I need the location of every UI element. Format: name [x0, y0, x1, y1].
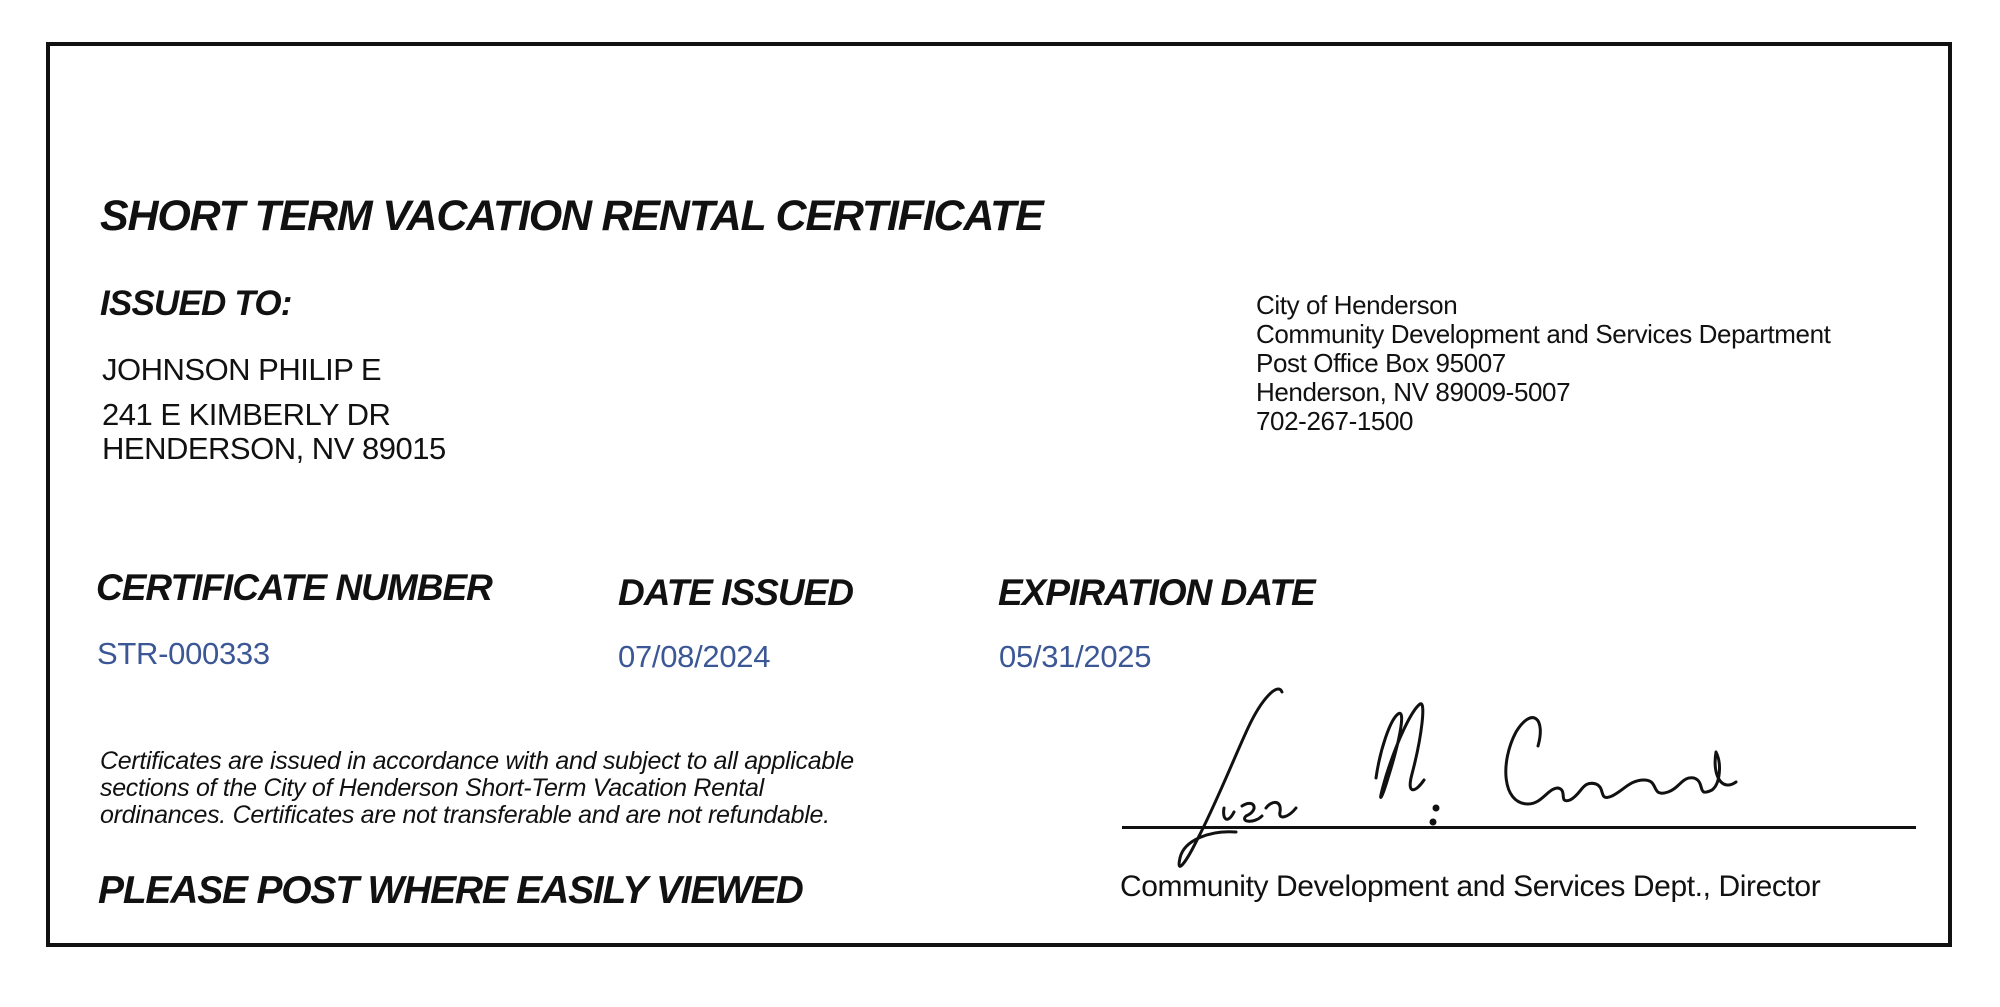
holder-address-line2: HENDERSON, NV 89015 — [102, 431, 446, 466]
issuer-line5: 702-267-1500 — [1256, 406, 1414, 436]
date-issued-value: 07/08/2024 — [618, 639, 771, 674]
issuer-line2: Community Development and Services Department — [1256, 319, 1831, 349]
disclaimer-line1: Certificates are issued in accordance with and subject to all applicable — [100, 747, 854, 775]
issued-to-heading: ISSUED TO: — [100, 284, 292, 323]
disclaimer-line3: ordinances. Certificates are not transferable and are not refundable. — [100, 801, 830, 829]
date-issued-label: DATE ISSUED — [618, 572, 854, 613]
certificate-title: SHORT TERM VACATION RENTAL CERTIFICATE — [100, 192, 1043, 240]
director-signature — [1150, 680, 1790, 880]
disclaimer-text — [100, 748, 854, 829]
disclaimer-line2: sections of the City of Henderson Short-Term Vacation Rental — [100, 774, 764, 802]
issuer-line3: Post Office Box 95007 — [1256, 348, 1506, 378]
holder-address-line1: 241 E KIMBERLY DR — [102, 397, 391, 432]
post-notice: PLEASE POST WHERE EASILY VIEWED — [98, 869, 803, 912]
expiration-date-label: EXPIRATION DATE — [998, 572, 1315, 613]
signature-line — [1122, 826, 1916, 829]
issuer-line4: Henderson, NV 89009-5007 — [1256, 377, 1571, 407]
holder-address — [102, 398, 446, 466]
signature-caption: Community Development and Services Dept., Director — [1120, 870, 1821, 903]
expiration-date-value: 05/31/2025 — [999, 639, 1152, 674]
certificate-number-value: STR-000333 — [97, 636, 270, 671]
issuer-line1: City of Henderson — [1256, 290, 1458, 320]
issuer-address-block — [1256, 291, 1830, 436]
certificate-number-label: CERTIFICATE NUMBER — [96, 567, 492, 608]
holder-name: JOHNSON PHILIP E — [102, 352, 382, 387]
